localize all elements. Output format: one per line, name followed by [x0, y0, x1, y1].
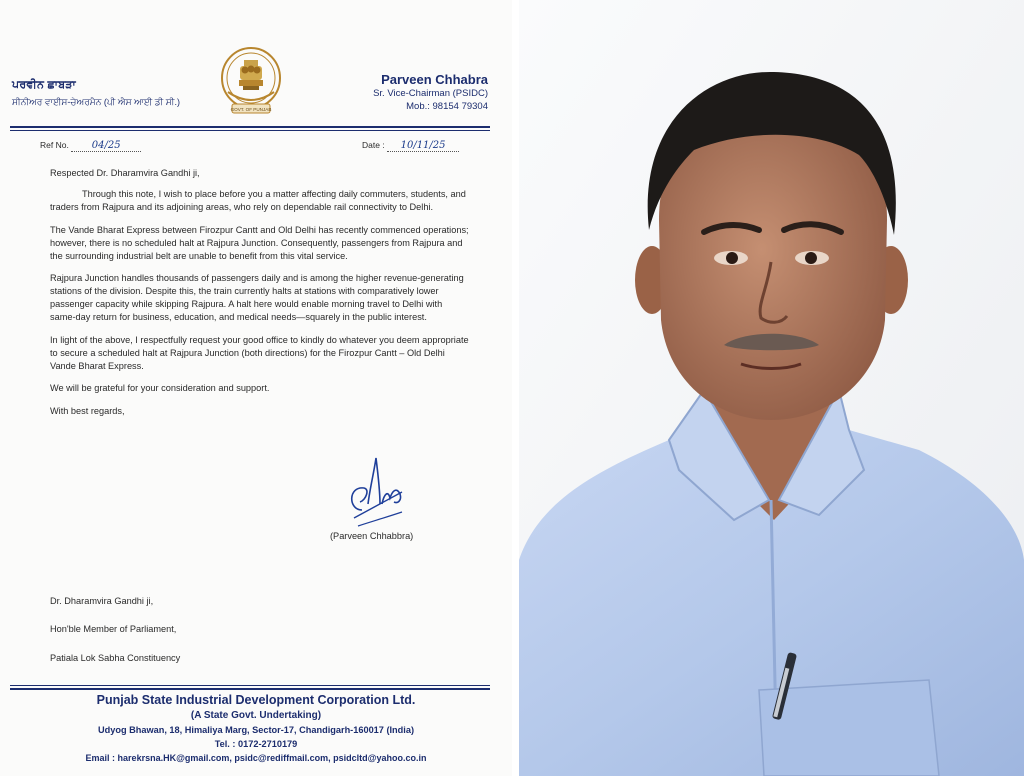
government-seal-icon [218, 44, 284, 118]
punjabi-name: ਪਰਵੀਨ ਛਾਬੜਾ [12, 79, 76, 91]
date-value: 10/11/25 [387, 140, 459, 152]
handwritten-signature-icon [340, 452, 420, 540]
footer-email: Email : harekrsna.HK@gmail.com, psidc@rediffmail.com, psidcltd@yahoo.co.in [85, 753, 427, 763]
closing: With best regards, [50, 405, 125, 416]
paragraph-4: In light of the above, I respectfully request your good office to kindly do whatever you deem appropriate to secure a scheduled halt at Rajpura Junction (both directions) for the Firozpur Cantt – Old Delhi Vande Bharat Express. [50, 334, 469, 371]
ref-number [40, 140, 141, 152]
svg-text:GOVT. OF PUNJAB: GOVT. OF PUNJAB [230, 107, 272, 112]
mobile-number: Mob.: 98154 79304 [406, 101, 488, 112]
ref-value: 04/25 [71, 140, 141, 152]
footer-address: Udyog Bhawan, 18, Himaliya Marg, Sector-17, Chandigarh-160017 (India) [97, 725, 415, 735]
header-rule-thin [10, 130, 490, 131]
english-name: Parveen Chhabra [381, 72, 488, 87]
paragraph-2: The Vande Bharat Express between Firozpur Cantt and Old Delhi has recently commenced operations; however, there is no scheduled halt at Rajpura Junction. Consequently, passengers from Rajpura and the surrounding industrial belt are unable to benefit from this vital service. [50, 224, 469, 261]
footer-org: Punjab State Industrial Development Corporation Ltd. [96, 693, 416, 707]
person-portrait-icon [519, 0, 1024, 776]
footer-rule-thin [10, 685, 490, 686]
header-rule-thick [10, 126, 490, 128]
ref-label: Ref No. [40, 140, 69, 150]
addressee-constituency: Patiala Lok Sabha Constituency [50, 653, 181, 663]
letter-date [362, 140, 459, 152]
date-label: Date : [362, 140, 385, 150]
letter-body [50, 188, 470, 427]
addressee-name: Dr. Dharamvira Gandhi ji, [50, 596, 154, 606]
footer-tel: Tel. : 0172-2710179 [214, 739, 298, 749]
footer-rule-thick [10, 688, 490, 690]
addressee-title: Hon'ble Member of Parliament, [50, 624, 177, 634]
paragraph-1: Through this note, I wish to place before you a matter affecting daily commuters, students, and traders from Rajpura and its adjoining areas, who rely on dependable rail connectivity to Delhi. [50, 189, 466, 212]
signatory-name: (Parveen Chhabbra) [330, 531, 414, 541]
paragraph-5: We will be grateful for your consideration and support. [50, 383, 270, 393]
punjabi-designation: ਸੀਨੀਅਰ ਵਾਈਸ-ਚੇਅਰਮੈਨ (ਪੀ ਐਸ ਆਈ ਡੀ ਸੀ.) [12, 97, 180, 107]
english-designation: Sr. Vice-Chairman (PSIDC) [373, 88, 488, 99]
portrait-photo [519, 0, 1024, 776]
paragraph-3: Rajpura Junction handles thousands of passengers daily and is among the higher revenue-generating stations of the division. Despite this, the train currently halts at stations with comparatively lower passenger capacity while skipping Rajpura. A halt here would enable morning travel to Delhi with same-day return for business, education, and medical needs—squarely in the public interest. [50, 273, 464, 322]
footer-sub: (A State Govt. Undertaking) [190, 710, 322, 721]
salutation: Respected Dr. Dharamvira Gandhi ji, [50, 168, 200, 178]
